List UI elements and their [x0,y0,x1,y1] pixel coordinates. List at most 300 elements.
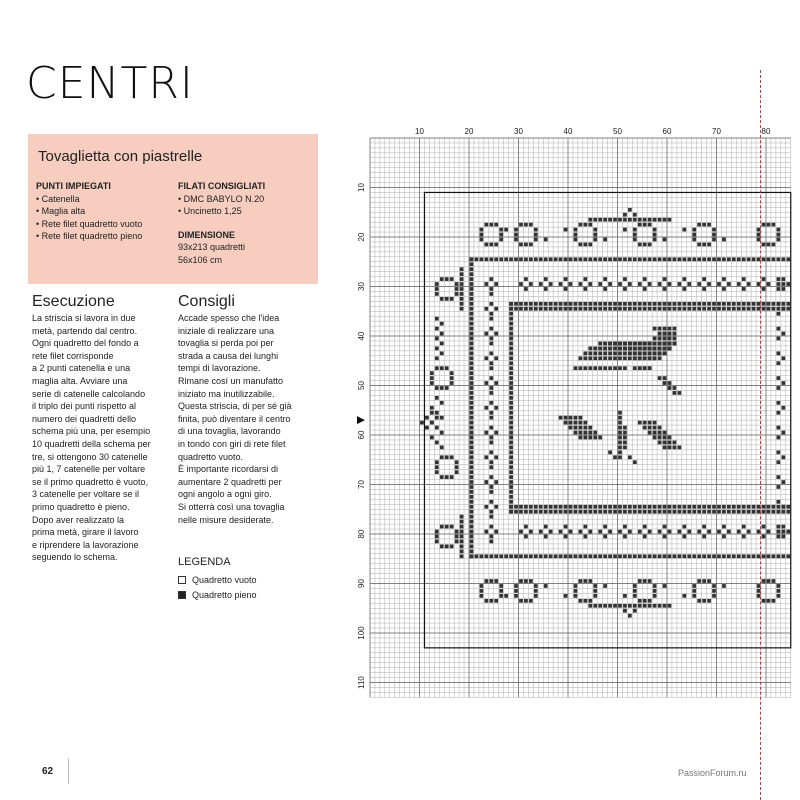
filled-square [781,257,785,261]
filled-square [559,554,563,558]
filled-square [569,257,573,261]
filled-square [579,356,583,360]
filled-square [539,257,543,261]
filled-square [534,238,538,242]
filled-square [618,455,622,459]
left-axis-label: 30 [357,282,366,291]
filled-square [762,510,766,514]
filled-square [598,351,602,355]
filled-square [455,470,459,474]
filled-square [425,426,429,430]
filled-square [608,342,612,346]
filled-square [762,599,766,603]
filled-square [781,505,785,509]
filled-square [549,302,553,306]
filled-square [574,431,578,435]
text-line: La striscia si lavora in due [32,313,136,323]
filled-square [643,351,647,355]
filled-square [658,302,662,306]
empty-square [628,381,632,385]
text-line: di una tovaglia, lavorando [178,426,281,437]
filled-square [509,351,513,355]
filled-square [668,332,672,336]
top-axis-label: 20 [464,127,474,136]
filled-square [598,347,602,351]
filled-square [489,540,493,544]
filled-square [658,554,662,558]
filled-square [781,431,785,435]
filled-square [668,347,672,351]
filled-square [484,480,488,484]
filled-square [648,554,652,558]
filled-square [494,579,498,583]
filled-square [668,510,672,514]
filled-square [588,307,592,311]
filled-square [638,356,642,360]
filled-square [514,228,518,232]
filled-square [628,257,632,261]
filled-square [484,257,488,261]
filled-square [658,282,662,286]
filled-square [470,327,474,331]
filled-square [638,599,642,603]
page-number: 62 [42,766,54,777]
filled-square [524,525,528,529]
filled-square [638,510,642,514]
filled-square [648,342,652,346]
filled-square [460,282,464,286]
filled-square [697,282,701,286]
filled-square [633,584,637,588]
filled-square [668,218,672,222]
filled-square [742,510,746,514]
filled-square [663,554,667,558]
filled-square [663,327,667,331]
filled-square [603,218,607,222]
filled-square [682,302,686,306]
dimensione-item: 56x106 cm [178,254,223,265]
filled-square [564,302,568,306]
filled-square [603,604,607,608]
filled-square [722,257,726,261]
pattern-info-box [28,134,318,284]
filled-square [638,223,642,227]
filled-square [682,307,686,311]
filled-square [494,381,498,385]
filled-square [633,505,637,509]
filled-square [489,436,493,440]
filled-square [786,505,790,509]
filled-square [484,332,488,336]
filled-square [717,510,721,514]
filled-square [549,530,553,534]
filled-square [484,223,488,227]
filled-square [767,554,771,558]
top-axis-label: 70 [712,127,721,136]
text-line: più 1, 7 catenelle per voltare [32,464,146,475]
filled-square [489,401,493,405]
filled-square [569,302,573,306]
filled-square [673,302,677,306]
filati-item: • Uncinetto 1,25 [178,206,242,216]
filled-square [579,366,583,370]
filled-square [593,554,597,558]
filled-square [470,317,474,321]
filled-square [579,223,583,227]
filled-square [603,351,607,355]
filled-square [544,257,548,261]
filled-square [742,257,746,261]
filled-square [593,584,597,588]
filled-square [489,535,493,539]
filled-square [564,257,568,261]
filled-square [494,599,498,603]
filled-square [648,307,652,311]
filled-square [583,505,587,509]
filled-square [509,342,513,346]
filled-square [702,243,706,247]
filled-square [777,530,781,534]
filled-square [633,366,637,370]
filled-square [569,554,573,558]
filled-square [697,510,701,514]
filled-square [737,302,741,306]
filled-square [628,208,632,212]
filled-square [489,460,493,464]
filled-square [786,307,790,311]
filled-square [480,233,484,237]
punti-item: • Maglia alta [36,206,86,216]
filled-square [623,446,627,450]
filled-square [494,243,498,247]
top-axis-label: 80 [761,127,771,136]
filled-square [559,257,563,261]
filled-square [663,510,667,514]
filled-square [588,579,592,583]
filled-square [588,554,592,558]
filled-square [470,257,474,261]
filati-heading: FILATI CONSIGLIATI [178,181,266,191]
filled-square [440,386,444,390]
filled-square [554,554,558,558]
filled-square [668,441,672,445]
top-axis-label: 30 [514,127,523,136]
filled-square [663,381,667,385]
filled-square [593,257,597,261]
filled-square [781,307,785,311]
filled-square [613,347,617,351]
filled-square [702,535,706,539]
filled-square [633,238,637,242]
filled-square [692,302,696,306]
filled-square [786,530,790,534]
filled-square [435,470,439,474]
filled-square [643,599,647,603]
filled-square [455,535,459,539]
filled-square [440,332,444,336]
filled-square [509,446,513,450]
consigli-heading: Consigli [178,293,235,310]
filled-square [435,282,439,286]
filled-square [480,228,484,232]
filled-square [549,554,553,558]
filled-square [777,411,781,415]
filled-square [702,505,706,509]
filled-square [648,347,652,351]
filled-square [499,228,503,232]
filled-square [544,277,548,281]
filled-square [762,302,766,306]
filled-square [529,554,533,558]
filled-square [618,347,622,351]
filled-square [494,356,498,360]
filled-square [529,599,533,603]
filled-square [653,584,657,588]
filled-square [574,505,578,509]
filled-square [737,257,741,261]
filled-square [643,579,647,583]
filled-square [524,223,528,227]
filled-square [509,510,513,514]
filled-square [623,277,627,281]
filled-square [544,535,548,539]
filled-square [559,505,563,509]
text-line: prima metà, girare il lavoro [32,527,139,538]
filled-square [470,381,474,385]
filled-square [638,530,642,534]
empty-square [613,371,617,375]
filled-square [777,386,781,390]
filled-square [603,535,607,539]
filled-square [579,436,583,440]
filled-square [554,510,558,514]
filled-square [648,426,652,430]
filled-square [633,213,637,217]
filled-square [678,530,682,534]
filled-square [564,554,568,558]
filled-square [579,282,583,286]
filled-square [445,475,449,479]
filled-square [470,450,474,454]
filled-square [658,332,662,336]
filled-square [494,505,498,509]
filled-square [638,579,642,583]
filled-square [583,307,587,311]
filled-square [638,307,642,311]
filled-square [727,510,731,514]
text-line: 3 catenelle per voltare se il [32,489,140,500]
filled-square [608,505,612,509]
filled-square [603,584,607,588]
filled-square [509,347,513,351]
filled-square [737,554,741,558]
filled-square [514,584,518,588]
filled-square [628,218,632,222]
filled-square [727,302,731,306]
filled-square [623,505,627,509]
filled-square [712,307,716,311]
filled-square [712,554,716,558]
filled-square [509,505,513,509]
filled-square [583,302,587,306]
filled-square [509,500,513,504]
filled-square [470,549,474,553]
filled-square [559,510,563,514]
filled-square [663,342,667,346]
filled-square [579,431,583,435]
filled-square [574,584,578,588]
filled-square [692,505,696,509]
filled-square [470,411,474,415]
filled-square [470,475,474,479]
filled-square [569,426,573,430]
filled-square [658,327,662,331]
filled-square [643,505,647,509]
filled-square [603,302,607,306]
filled-square [440,342,444,346]
filled-square [697,505,701,509]
left-axis-label: 20 [357,232,366,242]
filled-square [668,436,672,440]
filled-square [717,554,721,558]
filled-square [648,510,652,514]
filled-square [633,307,637,311]
filled-square [648,505,652,509]
filled-square [470,535,474,539]
filled-square [593,505,597,509]
filled-square [489,515,493,519]
filled-square [569,282,573,286]
esecuzione-heading: Esecuzione [32,293,115,310]
filled-square [742,505,746,509]
filled-square [529,243,533,247]
filled-square [529,302,533,306]
filled-square [707,530,711,534]
filled-square [608,530,612,534]
filled-square [475,257,479,261]
filled-square [519,505,523,509]
filled-square [702,554,706,558]
filled-square [494,480,498,484]
filled-square [658,436,662,440]
empty-square [613,361,617,365]
filled-square [628,282,632,286]
filled-square [618,450,622,454]
filled-square [707,510,711,514]
filled-square [504,594,508,598]
filled-square [673,386,677,390]
filled-square [702,525,706,529]
filled-square [514,238,518,242]
filled-square [747,510,751,514]
filled-square [618,302,622,306]
filled-square [509,495,513,499]
filled-square [470,416,474,420]
filled-square [777,460,781,464]
filled-square [777,450,781,454]
filled-square [484,406,488,410]
filled-square [583,243,587,247]
filled-square [564,228,568,232]
filled-square [583,223,587,227]
filled-square [524,243,528,247]
filled-square [658,347,662,351]
filled-square [554,302,558,306]
filled-square [598,505,602,509]
filled-square [658,376,662,380]
filled-square [777,302,781,306]
filled-square [593,351,597,355]
filled-square [762,243,766,247]
filled-square [440,475,444,479]
filled-square [583,599,587,603]
filled-square [648,421,652,425]
filled-square [707,257,711,261]
filled-square [603,510,607,514]
filled-square [668,554,672,558]
filled-square [499,257,503,261]
filled-square [668,337,672,341]
filled-square [663,505,667,509]
filled-square [509,436,513,440]
filled-square [702,223,706,227]
filled-square [455,465,459,469]
filled-square [608,257,612,261]
filled-square [514,307,518,311]
filled-square [722,307,726,311]
filled-square [623,426,627,430]
filled-square [697,243,701,247]
filled-square [489,490,493,494]
filled-square [460,292,464,296]
punti-item: • Rete filet quadretto vuoto [36,218,143,229]
filled-square [564,307,568,311]
filled-square [509,411,513,415]
filet-grid-svg [355,120,795,700]
filled-square [524,579,528,583]
filled-square [732,554,736,558]
filled-square [484,307,488,311]
filled-square [489,376,493,380]
filled-square [643,218,647,222]
filled-square [687,554,691,558]
filled-square [638,554,642,558]
filled-square [737,510,741,514]
filled-square [628,530,632,534]
filled-square [653,436,657,440]
legend-empty [178,575,257,585]
filled-square [470,525,474,529]
filled-square [460,545,464,549]
filled-square [648,599,652,603]
filled-square [470,347,474,351]
filled-square [494,257,498,261]
filled-square [489,317,493,321]
filled-square [564,525,568,529]
filled-square [583,431,587,435]
filled-square [435,530,439,534]
filled-square [762,257,766,261]
filled-square [772,510,776,514]
filled-square [653,505,657,509]
filled-square [633,257,637,261]
filled-square [786,282,790,286]
filled-square [712,505,716,509]
filled-square [534,233,538,237]
filled-square [777,525,781,529]
filled-square [752,510,756,514]
filled-square [435,460,439,464]
